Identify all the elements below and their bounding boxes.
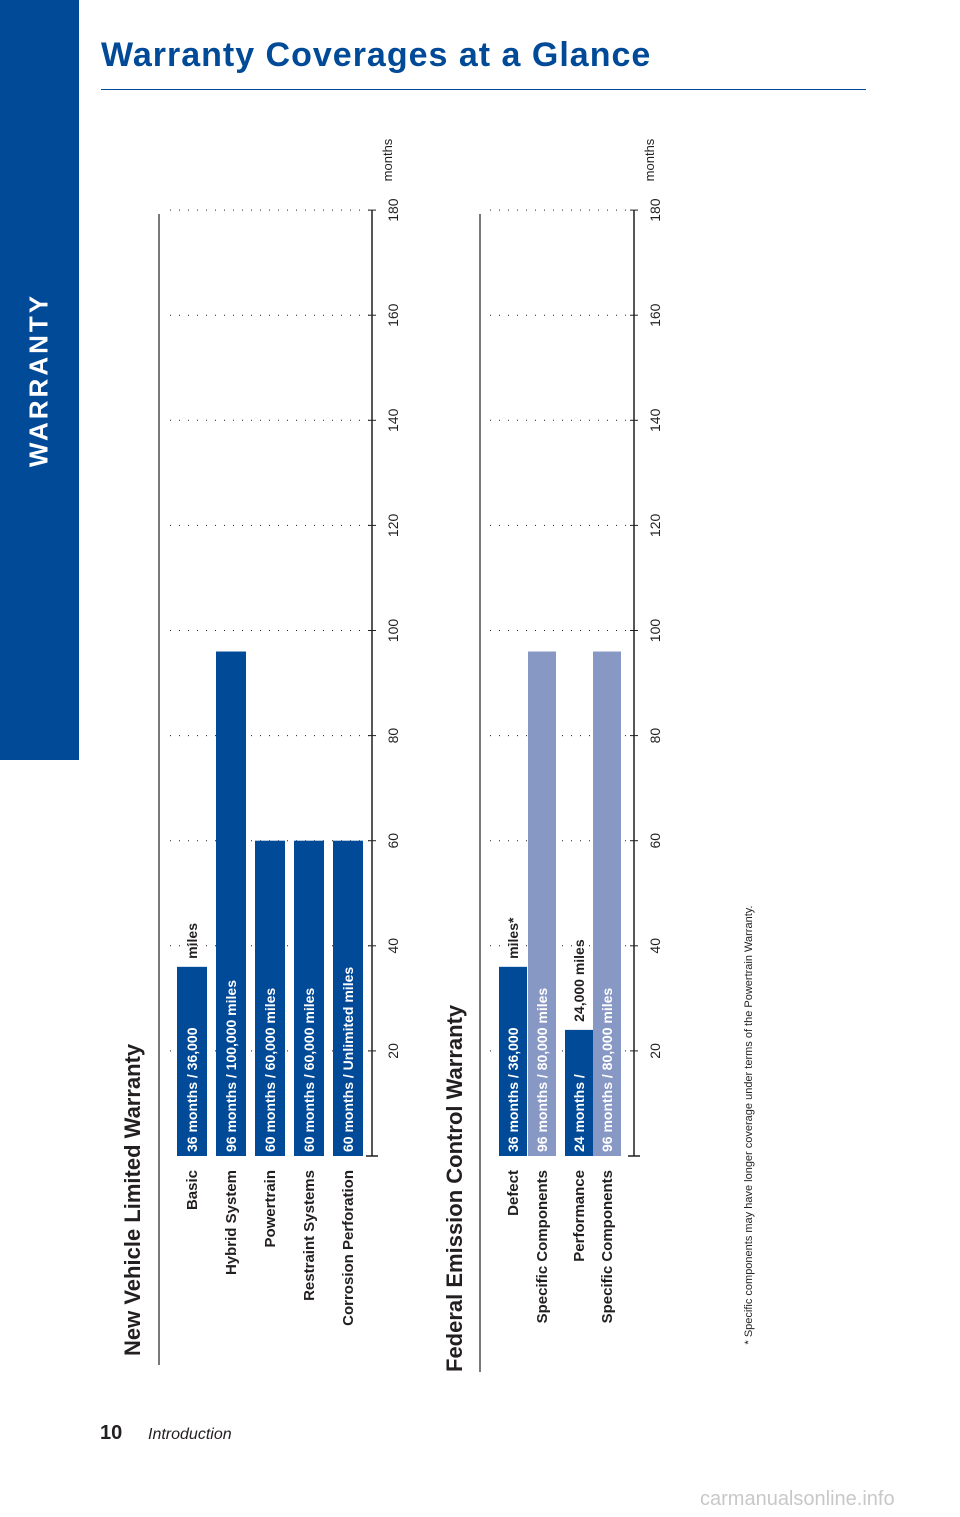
tick-label-80: 80 <box>385 727 401 744</box>
tick-label-120: 120 <box>647 513 663 538</box>
side-tab-label: WARRANTY <box>23 292 54 468</box>
section-name: Introduction <box>148 1426 232 1443</box>
tick-label-140: 140 <box>647 408 663 432</box>
tick-label-160: 160 <box>647 303 663 327</box>
category-label-2-0: Powertrain <box>262 1170 279 1248</box>
category-label-0-0: Defect <box>505 1170 522 1216</box>
bar-label-2: 24 months / <box>571 1074 587 1152</box>
bar-label-1: 96 months / 100,000 miles <box>223 980 239 1152</box>
tick-label-40: 40 <box>647 938 663 954</box>
category-label-0-0: Basic <box>184 1170 201 1211</box>
chart-title: New Vehicle Limited Warranty <box>120 1043 145 1356</box>
page-number: 10 <box>100 1422 123 1444</box>
bar-label-3: 96 months / 80,000 miles <box>599 987 615 1152</box>
tick-label-80: 80 <box>647 727 663 744</box>
footnote: * Specific components may have longer coverage under terms of the Powertrain Warranty. <box>743 905 755 1345</box>
chart-title: Federal Emission Control Warranty <box>442 1004 467 1372</box>
tick-label-120: 120 <box>385 513 401 538</box>
tick-label-100: 100 <box>647 618 663 643</box>
tick-label-60: 60 <box>385 832 401 849</box>
tick-label-180: 180 <box>647 198 663 222</box>
page-title: Warranty Coverages at a Glance <box>101 36 652 74</box>
category-label-4-0: Corrosion Perforation <box>340 1170 357 1326</box>
bar-outside-label-0: miles* <box>505 917 521 959</box>
unit-label: months <box>642 138 657 182</box>
category-label-0-1: Specific Components <box>534 1170 551 1324</box>
tick-label-20: 20 <box>385 1043 401 1059</box>
category-label-1-1: Specific Components <box>599 1170 616 1324</box>
bar-outside-label-0: miles <box>184 923 200 959</box>
bar-label-3: 60 months / 60,000 miles <box>301 987 317 1152</box>
bar-label-4: 60 months / Unlimited miles <box>340 966 356 1152</box>
tick-label-100: 100 <box>385 618 401 643</box>
category-label-3-0: Restraint Systems <box>301 1170 318 1301</box>
bar-label-0: 36 months / 36,000 <box>184 1027 200 1152</box>
tick-label-20: 20 <box>647 1043 663 1059</box>
unit-label: months <box>380 138 395 182</box>
bar-outside-label-2: 24,000 miles <box>571 939 587 1022</box>
bar-label-0: 36 months / 36,000 <box>505 1027 521 1152</box>
tick-label-60: 60 <box>647 832 663 849</box>
chart-federal-emission-control-warranty <box>442 138 663 1372</box>
bar-label-1: 96 months / 80,000 miles <box>534 987 550 1152</box>
category-label-1-0: Performance <box>571 1170 588 1262</box>
bar-label-2: 60 months / 60,000 miles <box>262 987 278 1152</box>
watermark: carmanualsonline.info <box>700 1488 895 1510</box>
tick-label-160: 160 <box>385 303 401 327</box>
tick-label-140: 140 <box>385 408 401 432</box>
chart-new-vehicle-limited-warranty <box>120 138 401 1365</box>
tick-label-40: 40 <box>385 938 401 954</box>
category-label-1-0: Hybrid System <box>223 1170 240 1276</box>
tick-label-180: 180 <box>385 198 401 222</box>
